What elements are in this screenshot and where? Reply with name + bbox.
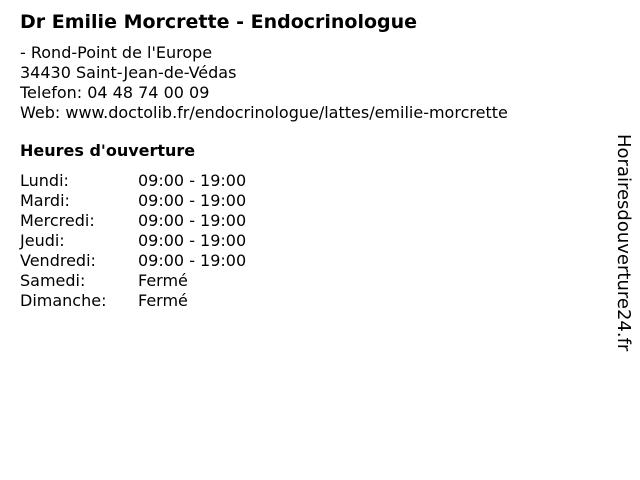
site-watermark: Horairesdouverture24.fr	[613, 134, 634, 352]
day-label: Mercredi:	[20, 211, 95, 230]
day-label: Mardi:	[20, 191, 70, 210]
day-label: Samedi:	[20, 271, 86, 290]
hours-row-vendredi	[20, 251, 600, 271]
hours-row-samedi	[20, 271, 600, 291]
address-block	[20, 43, 600, 123]
hours-row-mardi	[20, 191, 600, 211]
day-label: Lundi:	[20, 171, 69, 190]
business-card	[20, 8, 600, 311]
hours-row-jeudi	[20, 231, 600, 251]
web-line: Web: www.doctolib.fr/endocrinologue/lattes/emilie-morcrette	[20, 103, 508, 122]
opening-hours-heading: Heures d'ouverture	[20, 141, 196, 160]
address-city: 34430 Saint-Jean-de-Védas	[20, 63, 237, 82]
address-street: - Rond-Point de l'Europe	[20, 43, 213, 62]
hours-row-dimanche	[20, 291, 600, 311]
page-title: Dr Emilie Morcrette - Endocrinologue	[20, 11, 418, 33]
hours-row-lundi	[20, 171, 600, 191]
day-label: Jeudi:	[20, 231, 65, 250]
hours-value: 09:00 - 19:00	[138, 171, 247, 190]
phone-line: Telefon: 04 48 74 00 09	[20, 83, 210, 102]
hours-value: Fermé	[138, 271, 188, 290]
hours-value: 09:00 - 19:00	[138, 211, 247, 230]
hours-value: 09:00 - 19:00	[138, 191, 247, 210]
day-label: Vendredi:	[20, 251, 96, 270]
hours-value: Fermé	[138, 291, 188, 310]
opening-hours-table	[20, 171, 600, 311]
day-label: Dimanche:	[20, 291, 107, 310]
hours-row-mercredi	[20, 211, 600, 231]
hours-value: 09:00 - 19:00	[138, 251, 247, 270]
hours-value: 09:00 - 19:00	[138, 231, 247, 250]
